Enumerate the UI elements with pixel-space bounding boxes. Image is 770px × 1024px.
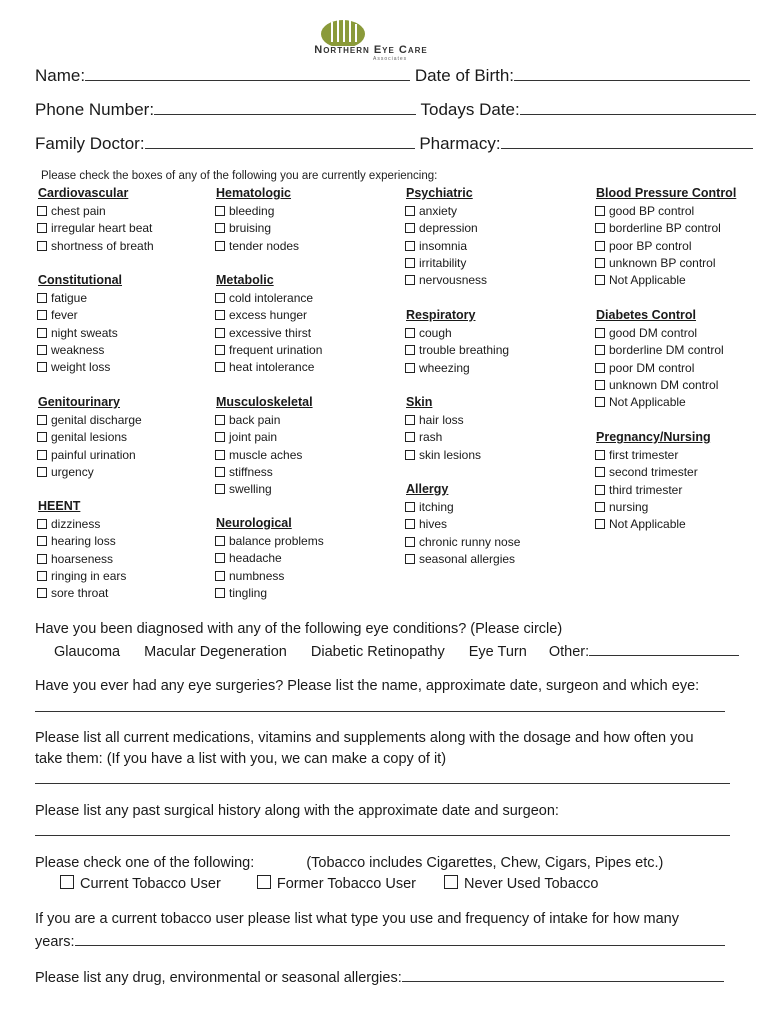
checkbox-item-neurological[interactable] <box>215 533 324 550</box>
dob-field[interactable] <box>514 64 750 81</box>
checkbox-icon[interactable] <box>405 502 415 512</box>
eye-conditions-options <box>54 642 739 660</box>
checkbox-icon[interactable] <box>595 363 605 373</box>
checkbox-label: unknown DM control <box>609 377 719 392</box>
checkbox-icon[interactable] <box>405 241 415 251</box>
checkbox-item-constitutional[interactable] <box>37 342 104 359</box>
tobacco-prompt: Please check one of the following: <box>35 855 255 871</box>
family-doctor-field[interactable] <box>145 132 415 149</box>
checkbox-label: swelling <box>229 482 272 497</box>
checkbox-label: muscle aches <box>229 447 303 462</box>
allergies-question: Please list any drug, environmental or seasonal allergies: <box>35 968 724 986</box>
checkbox-icon[interactable] <box>37 588 47 598</box>
checkbox-label: irregular heart beat <box>51 221 153 236</box>
todays-date-label: Todays Date: <box>420 100 520 119</box>
logo <box>303 16 439 62</box>
checkbox-icon[interactable] <box>595 345 605 355</box>
checkbox-icon[interactable] <box>37 206 47 216</box>
checkbox-label: borderline BP control <box>609 221 721 236</box>
checkbox-icon[interactable] <box>595 241 605 251</box>
checkbox-label: bleeding <box>229 204 275 218</box>
checkbox-item-cardiovascular[interactable] <box>37 220 152 237</box>
checkbox-label: poor DM control <box>609 360 695 375</box>
checkbox-item-genitourinary[interactable] <box>37 464 94 481</box>
checkbox-item-skin[interactable] <box>405 412 464 429</box>
checkbox-icon[interactable] <box>595 275 605 285</box>
checkbox-item-diabetes[interactable] <box>595 325 697 342</box>
section-title-bp: Blood Pressure Control <box>596 186 737 200</box>
checkbox-icon[interactable] <box>37 241 47 251</box>
checkbox-item-heent[interactable] <box>37 551 113 568</box>
checkbox-item-cardiovascular[interactable] <box>37 238 154 255</box>
todays-date-field[interactable] <box>520 98 756 115</box>
allergies-field[interactable] <box>402 968 724 982</box>
checkbox-label: rash <box>419 430 443 445</box>
checkbox-icon[interactable] <box>595 397 605 407</box>
checkbox-label: nursing <box>609 499 649 514</box>
checkbox-item-psychiatric[interactable] <box>405 238 467 255</box>
intro-text: Please check the boxes of any of the following you are currently experiencing: <box>41 170 438 182</box>
checkbox-label: ringing in ears <box>51 568 127 583</box>
logo-subtitle: Associates <box>373 56 408 62</box>
checkbox-item-bp[interactable] <box>595 272 686 289</box>
checkbox-icon[interactable] <box>215 345 225 355</box>
checkbox-item-genitourinary[interactable] <box>37 429 127 446</box>
checkbox-item-pregnancy[interactable] <box>595 516 686 533</box>
checkbox-label: chronic runny nose <box>419 534 521 549</box>
checkbox-label: shortness of breath <box>51 238 154 253</box>
checkbox-item-metabolic[interactable] <box>215 342 322 359</box>
checkbox-label: first trimester <box>609 448 679 462</box>
checkbox-item-diabetes[interactable] <box>595 377 718 394</box>
checkbox-item-bp[interactable] <box>595 255 716 272</box>
checkbox-item-heent[interactable] <box>37 516 100 533</box>
checkbox-label: anxiety <box>419 204 458 218</box>
checkbox-label: Not Applicable <box>609 395 686 410</box>
checkbox-label: bruising <box>229 221 272 236</box>
checkbox-icon[interactable] <box>595 206 605 216</box>
checkbox-icon[interactable] <box>37 536 47 546</box>
pharmacy-field[interactable] <box>501 132 753 149</box>
checkbox-label: cough <box>419 326 452 340</box>
checkbox-label: depression <box>419 221 478 236</box>
checkbox-item-hematologic[interactable] <box>215 220 271 237</box>
checkbox-item-musculoskeletal[interactable] <box>215 412 280 429</box>
option-macular-degeneration[interactable]: Macular Degeneration <box>144 644 287 660</box>
checkbox-label: poor BP control <box>609 238 692 253</box>
checkbox-label: heat intolerance <box>229 360 315 375</box>
checkbox-item-diabetes[interactable] <box>595 342 724 359</box>
checkbox-label: dizziness <box>51 517 101 531</box>
tobacco-usage-question-line1: If you are a current tobacco user please list what type you use and frequency of intake for how many <box>35 911 679 927</box>
checkbox-label: Not Applicable <box>609 517 686 532</box>
checkbox-icon[interactable] <box>60 875 74 889</box>
section-title-respiratory: Respiratory <box>406 308 476 322</box>
checkbox-item-metabolic[interactable] <box>215 290 313 307</box>
checkbox-label: trouble breathing <box>419 343 510 358</box>
checkbox-item-psychiatric[interactable] <box>405 203 457 220</box>
checkbox-label: urgency <box>51 464 94 479</box>
checkbox-label: night sweats <box>51 325 118 340</box>
checkbox-item-genitourinary[interactable] <box>37 447 136 464</box>
checkbox-icon[interactable] <box>215 553 225 563</box>
checkbox-item-cardiovascular[interactable] <box>37 203 106 220</box>
checkbox-item-hematologic[interactable] <box>215 203 274 220</box>
checkbox-icon[interactable] <box>257 875 271 889</box>
section-title-skin: Skin <box>406 395 433 409</box>
checkbox-item-skin[interactable] <box>405 429 442 446</box>
checkbox-label: joint pain <box>229 430 278 445</box>
checkbox-label: genital lesions <box>51 430 128 445</box>
checkbox-label: cold intolerance <box>229 291 314 305</box>
option-eye-turn[interactable]: Eye Turn <box>468 644 527 660</box>
checkbox-icon[interactable] <box>215 362 225 372</box>
checkbox-icon[interactable] <box>405 415 415 425</box>
checkbox-icon[interactable] <box>37 415 47 425</box>
section-title-heent: HEENT <box>38 499 81 513</box>
surgical-history-question: Please list any past surgical history along with the approximate date and surgeon: <box>35 803 559 819</box>
checkbox-icon[interactable] <box>215 223 225 233</box>
name-field[interactable] <box>85 64 410 81</box>
checkbox-icon[interactable] <box>37 554 47 564</box>
tobacco-current[interactable]: Current Tobacco User <box>60 876 221 892</box>
checkbox-label: skin lesions <box>419 447 482 462</box>
checkbox-item-respiratory[interactable] <box>405 342 509 359</box>
checkbox-icon[interactable] <box>215 571 225 581</box>
checkbox-item-neurological[interactable] <box>215 568 284 585</box>
checkbox-label: hearing loss <box>51 534 116 549</box>
checkbox-item-pregnancy[interactable] <box>595 447 678 464</box>
checkbox-label: good DM control <box>609 326 698 340</box>
name-label: Name: <box>35 66 86 85</box>
checkbox-icon[interactable] <box>215 467 225 477</box>
checkbox-icon[interactable] <box>215 310 225 320</box>
checkbox-label: itching <box>419 500 454 514</box>
checkbox-icon[interactable] <box>405 275 415 285</box>
checkbox-icon[interactable] <box>405 206 415 216</box>
checkbox-icon[interactable] <box>405 223 415 233</box>
dob-label: Date of Birth: <box>414 66 515 85</box>
section-title-metabolic: Metabolic <box>216 273 274 287</box>
checkbox-label: wheezing <box>419 360 470 375</box>
checkbox-label: hoarseness <box>51 551 114 566</box>
eye-surgeries-question: Have you ever had any eye surgeries? Please list the name, approximate date, surgeon and which eye: <box>35 678 700 694</box>
checkbox-icon[interactable] <box>405 258 415 268</box>
pharmacy-label: Pharmacy: <box>419 134 501 153</box>
checkbox-icon[interactable] <box>405 554 415 564</box>
checkbox-item-bp[interactable] <box>595 238 692 255</box>
checkbox-icon[interactable] <box>37 467 47 477</box>
name-row <box>35 64 750 86</box>
checkbox-icon[interactable] <box>595 519 605 529</box>
checkbox-icon[interactable] <box>595 380 605 390</box>
checkbox-label: nervousness <box>419 273 488 288</box>
checkbox-label: genital discharge <box>51 413 142 427</box>
checkbox-label: good BP control <box>609 204 695 218</box>
checkbox-item-musculoskeletal[interactable] <box>215 429 277 446</box>
doctor-row <box>35 132 753 154</box>
phone-label: Phone Number: <box>35 100 155 119</box>
checkbox-item-musculoskeletal[interactable] <box>215 481 272 498</box>
section-title-neurological: Neurological <box>216 516 292 530</box>
medications-line[interactable] <box>35 783 730 784</box>
checkbox-icon[interactable] <box>215 536 225 546</box>
checkbox-item-pregnancy[interactable] <box>595 482 682 499</box>
checkbox-icon[interactable] <box>405 450 415 460</box>
checkbox-icon[interactable] <box>405 537 415 547</box>
tobacco-options <box>60 875 598 892</box>
checkbox-icon[interactable] <box>215 450 225 460</box>
checkbox-icon[interactable] <box>595 450 605 460</box>
checkbox-label: excessive thirst <box>229 325 312 340</box>
checkbox-icon[interactable] <box>37 293 47 303</box>
checkbox-label: Not Applicable <box>609 273 686 288</box>
section-title-pregnancy: Pregnancy/Nursing <box>596 430 711 444</box>
option-glaucoma[interactable]: Glaucoma <box>54 644 121 660</box>
checkbox-item-pregnancy[interactable] <box>595 499 648 516</box>
checkbox-icon[interactable] <box>444 875 458 889</box>
phone-row <box>35 98 756 120</box>
checkbox-icon[interactable] <box>37 310 47 320</box>
checkbox-icon[interactable] <box>37 519 47 529</box>
checkbox-icon[interactable] <box>215 588 225 598</box>
checkbox-item-respiratory[interactable] <box>405 360 470 377</box>
checkbox-item-constitutional[interactable] <box>37 359 110 376</box>
tree-logo-icon <box>313 16 373 46</box>
checkbox-item-constitutional[interactable] <box>37 307 78 324</box>
checkbox-icon[interactable] <box>405 345 415 355</box>
checkbox-icon[interactable] <box>215 293 225 303</box>
other-field[interactable] <box>589 642 739 656</box>
checkbox-item-neurological[interactable] <box>215 585 267 602</box>
checkbox-item-heent[interactable] <box>37 568 126 585</box>
section-title-hematologic: Hematologic <box>216 186 292 200</box>
checkbox-icon[interactable] <box>595 258 605 268</box>
checkbox-label: frequent urination <box>229 342 323 357</box>
checkbox-label: back pain <box>229 413 281 427</box>
option-other[interactable]: Other: <box>548 644 590 660</box>
checkbox-item-heent[interactable] <box>37 533 116 550</box>
checkbox-item-psychiatric[interactable] <box>405 272 487 289</box>
checkbox-icon[interactable] <box>405 519 415 529</box>
section-title-diabetes: Diabetes Control <box>596 308 697 322</box>
phone-field[interactable] <box>154 98 416 115</box>
checkbox-label: hives <box>419 517 448 532</box>
checkbox-icon[interactable] <box>37 223 47 233</box>
checkbox-label: painful urination <box>51 447 136 462</box>
family-doctor-label: Family Doctor: <box>35 134 145 153</box>
checkbox-icon[interactable] <box>37 345 47 355</box>
checkbox-label: third trimester <box>609 482 683 497</box>
checkbox-item-musculoskeletal[interactable] <box>215 447 302 464</box>
checkbox-item-constitutional[interactable] <box>37 325 118 342</box>
checkbox-item-metabolic[interactable] <box>215 359 314 376</box>
checkbox-item-genitourinary[interactable] <box>37 412 142 429</box>
logo-name: Northern Eye Care <box>314 44 428 56</box>
checkbox-item-diabetes[interactable] <box>595 360 694 377</box>
section-title-constitutional: Constitutional <box>38 273 123 287</box>
checkbox-item-constitutional[interactable] <box>37 290 87 307</box>
checkbox-icon[interactable] <box>37 450 47 460</box>
checkbox-item-musculoskeletal[interactable] <box>215 464 273 481</box>
checkbox-item-skin[interactable] <box>405 447 481 464</box>
checkbox-item-heent[interactable] <box>37 585 108 602</box>
checkbox-item-respiratory[interactable] <box>405 325 452 342</box>
tobacco-usage-field[interactable] <box>75 932 725 946</box>
checkbox-item-pregnancy[interactable] <box>595 464 698 481</box>
checkbox-label: headache <box>229 551 282 566</box>
checkbox-icon[interactable] <box>595 502 605 512</box>
checkbox-item-bp[interactable] <box>595 203 694 220</box>
section-title-genitourinary: Genitourinary <box>38 395 120 409</box>
checkbox-icon[interactable] <box>215 241 225 251</box>
checkbox-icon[interactable] <box>37 571 47 581</box>
eye-conditions-question: Have you been diagnosed with any of the following eye conditions? (Please circle) <box>35 621 563 637</box>
medications-question-line1: Please list all current medications, vitamins and supplements along with the dosage and how often you <box>35 730 694 746</box>
checkbox-label: unknown BP control <box>609 255 716 270</box>
checkbox-icon[interactable] <box>215 328 225 338</box>
tobacco-prompt-row <box>35 855 663 871</box>
section-title-cardiovascular: Cardiovascular <box>38 186 129 200</box>
checkbox-label: weakness <box>51 342 105 357</box>
eye-surgeries-line[interactable] <box>35 711 725 712</box>
checkbox-item-allergy[interactable] <box>405 534 520 551</box>
checkbox-label: balance problems <box>229 534 324 548</box>
checkbox-item-allergy[interactable] <box>405 551 515 568</box>
checkbox-label: second trimester <box>609 465 698 480</box>
checkbox-label: tingling <box>229 585 268 600</box>
tobacco-note: (Tobacco includes Cigarettes, Chew, Cigars, Pipes etc.) <box>306 855 664 871</box>
checkbox-label: seasonal allergies <box>419 551 516 566</box>
checkbox-icon[interactable] <box>215 206 225 216</box>
checkbox-item-metabolic[interactable] <box>215 325 311 342</box>
checkbox-label: insomnia <box>419 238 468 253</box>
checkbox-label: irritability <box>419 255 467 270</box>
checkbox-label: excess hunger <box>229 308 308 323</box>
checkbox-label: fever <box>51 308 78 323</box>
checkbox-item-metabolic[interactable] <box>215 307 307 324</box>
checkbox-item-psychiatric[interactable] <box>405 255 466 272</box>
checkbox-label: chest pain <box>51 204 106 218</box>
checkbox-label: weight loss <box>51 360 111 375</box>
option-diabetic-retinopathy[interactable]: Diabetic Retinopathy <box>310 644 445 660</box>
checkbox-label: sore throat <box>51 586 109 601</box>
checkbox-item-psychiatric[interactable] <box>405 220 478 237</box>
section-title-allergy: Allergy <box>406 482 449 496</box>
checkbox-icon[interactable] <box>595 485 605 495</box>
section-title-psychiatric: Psychiatric <box>406 186 473 200</box>
tobacco-never[interactable]: Never Used Tobacco <box>444 876 598 892</box>
tobacco-usage-question-line2: years: <box>35 932 725 950</box>
checkbox-label: tender nodes <box>229 238 300 253</box>
checkbox-item-hematologic[interactable] <box>215 238 299 255</box>
checkbox-icon[interactable] <box>405 328 415 338</box>
surgical-history-line[interactable] <box>35 835 730 836</box>
checkbox-item-neurological[interactable] <box>215 550 282 567</box>
checkbox-icon[interactable] <box>37 362 47 372</box>
checkbox-item-allergy[interactable] <box>405 516 447 533</box>
checkbox-icon[interactable] <box>405 363 415 373</box>
checkbox-icon[interactable] <box>405 432 415 442</box>
checkbox-icon[interactable] <box>215 484 225 494</box>
checkbox-icon[interactable] <box>37 328 47 338</box>
checkbox-item-bp[interactable] <box>595 220 721 237</box>
checkbox-label: fatigue <box>51 291 88 305</box>
section-title-musculoskeletal: Musculoskeletal <box>216 395 313 409</box>
checkbox-icon[interactable] <box>595 328 605 338</box>
checkbox-label: borderline DM control <box>609 343 724 358</box>
checkbox-label: numbness <box>229 568 285 583</box>
checkbox-icon[interactable] <box>595 223 605 233</box>
medications-question-line2: take them: (If you have a list with you, we can make a copy of it) <box>35 751 447 767</box>
checkbox-icon[interactable] <box>215 415 225 425</box>
checkbox-item-allergy[interactable] <box>405 499 454 516</box>
checkbox-icon[interactable] <box>595 467 605 477</box>
checkbox-item-diabetes[interactable] <box>595 394 686 411</box>
checkbox-label: stiffness <box>229 464 273 479</box>
checkbox-icon[interactable] <box>37 432 47 442</box>
tobacco-former[interactable]: Former Tobacco User <box>257 876 416 892</box>
checkbox-icon[interactable] <box>215 432 225 442</box>
checkbox-label: hair loss <box>419 413 464 427</box>
